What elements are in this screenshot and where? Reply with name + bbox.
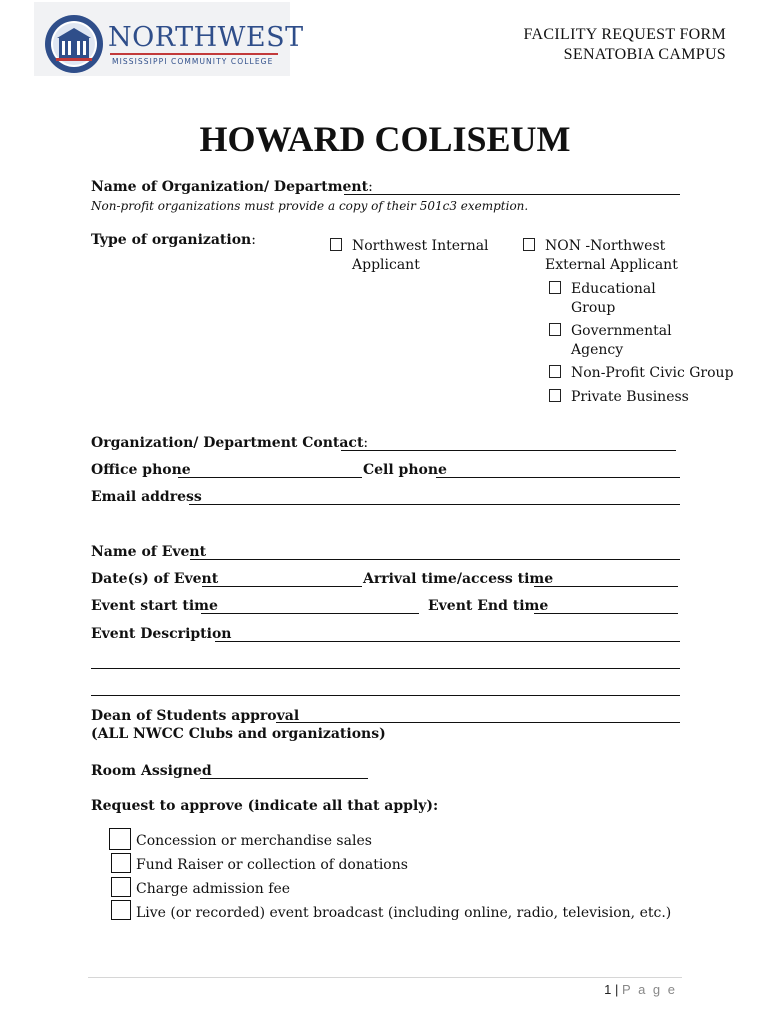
broadcast-label: Live (or recorded) event broadcast (including online, radio, television, etc.) <box>136 905 672 921</box>
org-name-field[interactable] <box>344 194 680 195</box>
dean-approval-note: (ALL NWCC Clubs and organizations) <box>91 726 386 742</box>
educational-group-checkbox[interactable] <box>549 281 561 294</box>
office-phone-label: Office phone <box>91 462 191 478</box>
private-business-label: Private Business <box>571 389 689 405</box>
governmental-agency-label: Governmental Agency <box>571 323 672 358</box>
room-assigned-field[interactable] <box>200 778 368 779</box>
dean-approval-label: Dean of Students approval <box>91 708 300 724</box>
educational-group-label: Educational Group <box>571 281 656 316</box>
event-start-field[interactable] <box>201 613 419 614</box>
cell-phone-label: Cell phone <box>363 462 447 478</box>
event-description-field[interactable] <box>215 641 680 642</box>
private-business-checkbox[interactable] <box>549 389 561 402</box>
event-dates-field[interactable] <box>202 586 362 587</box>
event-description-line-3[interactable] <box>91 695 680 696</box>
arrival-time-label: Arrival time/access time <box>363 571 554 587</box>
event-dates-label: Date(s) of Event <box>91 571 219 587</box>
email-field[interactable] <box>189 504 680 505</box>
nonprofit-civic-checkbox[interactable] <box>549 365 561 378</box>
page-footer: 1 | P a g e <box>604 982 677 997</box>
nonprofit-civic-label: Non-Profit Civic Group <box>571 365 734 381</box>
event-end-label: Event End time <box>428 598 549 614</box>
cell-phone-field[interactable] <box>436 477 680 478</box>
admission-fee-checkbox[interactable] <box>111 877 131 897</box>
form-title: FACILITY REQUEST FORM <box>523 26 726 43</box>
request-label: Request to approve (indicate all that apply): <box>91 798 439 814</box>
college-seal-icon <box>44 14 104 74</box>
event-description-line-2[interactable] <box>91 668 680 669</box>
event-start-label: Event start time <box>91 598 218 614</box>
admission-fee-label: Charge admission fee <box>136 881 291 897</box>
logo-wordmark: NORTHWEST <box>108 22 304 53</box>
email-label: Email address <box>91 489 202 505</box>
fundraiser-checkbox[interactable] <box>111 853 131 873</box>
org-type-label: Type of organization: <box>91 232 256 248</box>
logo-divider <box>110 53 278 55</box>
dean-approval-field[interactable] <box>276 722 680 723</box>
event-name-field[interactable] <box>190 559 680 560</box>
arrival-time-field[interactable] <box>534 586 678 587</box>
internal-applicant-checkbox[interactable] <box>330 238 342 251</box>
contact-label: Organization/ Department Contact: <box>91 435 369 451</box>
campus-name: SENATOBIA CAMPUS <box>563 46 726 63</box>
room-assigned-label: Room Assigned <box>91 763 212 779</box>
event-name-label: Name of Event <box>91 544 207 560</box>
page-title: HOWARD COLISEUM <box>199 119 571 159</box>
footer-divider <box>88 977 682 978</box>
governmental-agency-checkbox[interactable] <box>549 323 561 336</box>
office-phone-field[interactable] <box>178 477 362 478</box>
org-note: Non-profit organizations must provide a copy of their 501c3 exemption. <box>91 199 529 213</box>
fundraiser-label: Fund Raiser or collection of donations <box>136 857 408 873</box>
contact-field[interactable] <box>341 450 676 451</box>
broadcast-checkbox[interactable] <box>111 900 131 920</box>
event-end-field[interactable] <box>534 613 678 614</box>
concession-checkbox[interactable] <box>109 828 131 850</box>
org-name-label: Name of Organization/ Department: <box>91 179 373 195</box>
external-applicant-checkbox[interactable] <box>523 238 535 251</box>
internal-applicant-label: Northwest Internal Applicant <box>352 238 489 273</box>
external-applicant-label: NON -Northwest External Applicant <box>545 238 678 273</box>
logo-subtitle: MISSISSIPPI COMMUNITY COLLEGE <box>112 57 274 66</box>
event-description-label: Event Description <box>91 626 232 642</box>
concession-label: Concession or merchandise sales <box>136 833 372 849</box>
